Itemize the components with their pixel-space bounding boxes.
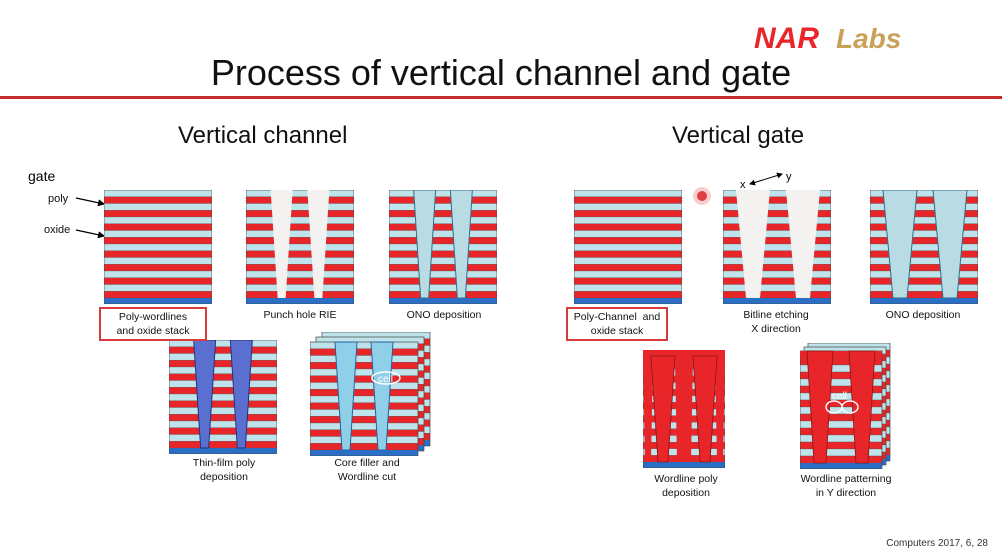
vc3-base	[389, 298, 497, 304]
vc5-front-layer	[310, 362, 418, 369]
vg2-layer	[723, 258, 831, 265]
vc5-front-layer	[310, 356, 418, 363]
vc5-front-layer	[310, 416, 418, 423]
gate-label: gate	[28, 168, 56, 184]
oxide-label: oxide	[44, 224, 71, 236]
logo-text-labs: Labs	[836, 23, 902, 54]
vc2-base	[246, 298, 354, 304]
narlabs-logo	[752, 20, 942, 54]
axis-y-label: y	[786, 171, 792, 183]
caption-line: oxide stack	[590, 325, 644, 337]
vc4-layer	[169, 387, 277, 394]
vc1-layer	[104, 204, 212, 211]
vc1-layer	[104, 231, 212, 238]
slide-title: Process of vertical channel and gate	[210, 52, 792, 93]
vc2-layer	[246, 271, 354, 278]
vg2-layer	[723, 291, 831, 298]
vc4-layer	[169, 374, 277, 381]
vg2-layer	[723, 264, 831, 271]
vc1-layer	[104, 285, 212, 292]
vc2-layer	[246, 197, 354, 204]
caption-ono-deposition-vc: ONO deposition	[406, 309, 482, 321]
vg1-layer	[574, 190, 682, 197]
xy-axis-icon	[740, 168, 800, 192]
vg2-layer	[723, 251, 831, 258]
vc1-layer	[104, 244, 212, 251]
axis-x-label: x	[740, 179, 746, 191]
vc3-layer	[389, 244, 497, 251]
caption-line: Wordline cut	[337, 471, 397, 483]
vc4-layer	[169, 360, 277, 367]
vc5-front-layer	[310, 349, 418, 356]
vc1-layer	[104, 210, 212, 217]
vc1-layer	[104, 217, 212, 224]
vc3-layer	[389, 285, 497, 292]
vc3-layer	[389, 251, 497, 258]
vg2-base	[723, 298, 831, 304]
vc-stack-panel	[104, 190, 212, 304]
vc3-layer	[389, 278, 497, 285]
vc2-layer	[246, 210, 354, 217]
vc5-front-layer	[310, 369, 418, 376]
vg1-layer	[574, 217, 682, 224]
vg1-layer	[574, 291, 682, 298]
vg-ono-panel	[870, 190, 978, 304]
vc5-front-layer	[310, 443, 418, 450]
vc3-layer	[389, 264, 497, 271]
vg1-layer	[574, 271, 682, 278]
vc3-layer	[389, 190, 497, 197]
vg2-layer	[723, 285, 831, 292]
vc4-base	[169, 448, 277, 454]
vc4-layer	[169, 354, 277, 361]
vc2-layer	[246, 264, 354, 271]
vg3-layer	[870, 264, 978, 271]
vc2-layer	[246, 258, 354, 265]
citation-footer: Computers 2017, 6, 28	[886, 538, 988, 549]
vc5-front-layer	[310, 342, 418, 349]
vc5-front-layer	[310, 423, 418, 430]
caption-punch-hole: Punch hole RIE	[263, 309, 337, 321]
vc1-layer	[104, 251, 212, 258]
vg1-layer	[574, 251, 682, 258]
vg1-layer	[574, 224, 682, 231]
vg1-layer	[574, 258, 682, 265]
vc5-front-layer	[310, 389, 418, 396]
caption-line: Poly-wordlines	[118, 311, 188, 323]
vc1-layer	[104, 237, 212, 244]
vc3-layer	[389, 204, 497, 211]
vg1-layer	[574, 210, 682, 217]
vc3-layer	[389, 237, 497, 244]
vc2-layer	[246, 278, 354, 285]
caption-wordline-poly	[634, 472, 738, 500]
logo-text-nar: NAR	[754, 22, 819, 54]
caption-bitline-etching	[717, 308, 835, 336]
vg-stack-panel	[574, 190, 682, 304]
vc2-layer	[246, 224, 354, 231]
vg3-layer	[870, 285, 978, 292]
vc3-layer	[389, 258, 497, 265]
vg1-layer	[574, 285, 682, 292]
vc2-layer	[246, 251, 354, 258]
vc1-layer	[104, 264, 212, 271]
caption-line: Bitline etching	[743, 309, 809, 321]
vg1-layer	[574, 197, 682, 204]
vc-ono-panel	[389, 190, 497, 304]
vg-bitline-panel	[723, 190, 831, 304]
caption-line: deposition	[200, 471, 248, 483]
vc4-layer	[169, 340, 277, 347]
vg5-front-layer	[800, 442, 882, 449]
caption-line: Wordline patterning	[800, 473, 892, 485]
vc1-layer	[104, 197, 212, 204]
vc2-layer	[246, 291, 354, 298]
vc1-layer	[104, 258, 212, 265]
vg3-layer	[870, 251, 978, 258]
caption-thin-film	[170, 456, 278, 484]
caption-line: X direction	[751, 323, 801, 335]
caption-poly-wordlines	[99, 307, 207, 341]
caption-line: Wordline poly	[654, 473, 718, 485]
vc4-layer	[169, 401, 277, 408]
cell-text: cell	[832, 391, 848, 402]
vc2-layer	[246, 217, 354, 224]
vc5-front-layer	[310, 410, 418, 417]
vc1-layer	[104, 291, 212, 298]
caption-line: deposition	[662, 487, 710, 499]
vg3-base	[870, 298, 978, 304]
vg1-layer	[574, 264, 682, 271]
laser-pointer-dot	[697, 191, 707, 201]
vc4-layer	[169, 421, 277, 428]
vc3-layer	[389, 224, 497, 231]
caption-line: Poly-Channel and	[573, 311, 661, 323]
vc5-front-layer	[310, 396, 418, 403]
vg4-base	[643, 462, 725, 468]
vc5-front-layer	[310, 430, 418, 437]
vc4-layer	[169, 428, 277, 435]
vc2-layer	[246, 285, 354, 292]
vg3-layer	[870, 291, 978, 298]
vc4-layer	[169, 347, 277, 354]
poly-label: poly	[48, 193, 69, 205]
vc5-front-layer	[310, 383, 418, 390]
vg3-layer	[870, 258, 978, 265]
vc-thin-film-panel	[169, 340, 277, 454]
vg1-base	[574, 298, 682, 304]
vc1-base	[104, 298, 212, 304]
vg5-front-layer	[800, 449, 882, 456]
vg1-layer	[574, 204, 682, 211]
wordline-fill	[675, 356, 693, 462]
vc5-front-layer	[310, 403, 418, 410]
vc4-layer	[169, 441, 277, 448]
vg-wordline-poly-panel	[643, 350, 725, 468]
vc4-layer	[169, 435, 277, 442]
caption-poly-channel	[566, 307, 668, 341]
vc3-layer	[389, 231, 497, 238]
vg1-layer	[574, 244, 682, 251]
caption-core-filler	[312, 456, 422, 484]
vc1-layer	[104, 190, 212, 197]
vc1-layer	[104, 271, 212, 278]
vc4-layer	[169, 381, 277, 388]
cell-text: cell	[378, 374, 394, 385]
vc2-layer	[246, 231, 354, 238]
vc1-layer	[104, 278, 212, 285]
vc3-layer	[389, 291, 497, 298]
caption-line: and oxide stack	[116, 325, 190, 337]
vc3-layer	[389, 271, 497, 278]
title-divider	[0, 96, 1002, 99]
vg5-front-layer	[800, 456, 882, 463]
vg3-layer	[870, 278, 978, 285]
vc3-layer	[389, 217, 497, 224]
vc4-layer	[169, 367, 277, 374]
vc4-layer	[169, 414, 277, 421]
caption-ono-deposition-vg: ONO deposition	[885, 309, 961, 321]
vc5-front-layer	[310, 437, 418, 444]
caption-line: in Y direction	[815, 487, 877, 499]
vc5-front-layer	[310, 376, 418, 383]
vc4-layer	[169, 408, 277, 415]
vg2-layer	[723, 271, 831, 278]
caption-line: Core filler and	[334, 457, 400, 469]
vc3-layer	[389, 197, 497, 204]
vc2-layer	[246, 237, 354, 244]
caption-line: Thin-film poly	[192, 457, 256, 469]
vc2-layer	[246, 204, 354, 211]
vg-wordline-pattern-panel	[800, 343, 892, 469]
vc2-layer	[246, 190, 354, 197]
vc-core-filler-panel	[310, 332, 432, 456]
vg2-layer	[723, 278, 831, 285]
vc3-layer	[389, 210, 497, 217]
vertical-channel-heading: Vertical channel	[178, 122, 348, 149]
vertical-gate-heading: Vertical gate	[672, 122, 805, 149]
vg1-layer	[574, 278, 682, 285]
vg5-front-base	[800, 463, 882, 469]
vg3-layer	[870, 271, 978, 278]
vc4-layer	[169, 394, 277, 401]
vc-punch-hole-panel	[246, 190, 354, 304]
vg1-layer	[574, 237, 682, 244]
vc1-layer	[104, 224, 212, 231]
vc2-layer	[246, 244, 354, 251]
vg1-layer	[574, 231, 682, 238]
caption-wordline-patterning	[784, 472, 908, 500]
